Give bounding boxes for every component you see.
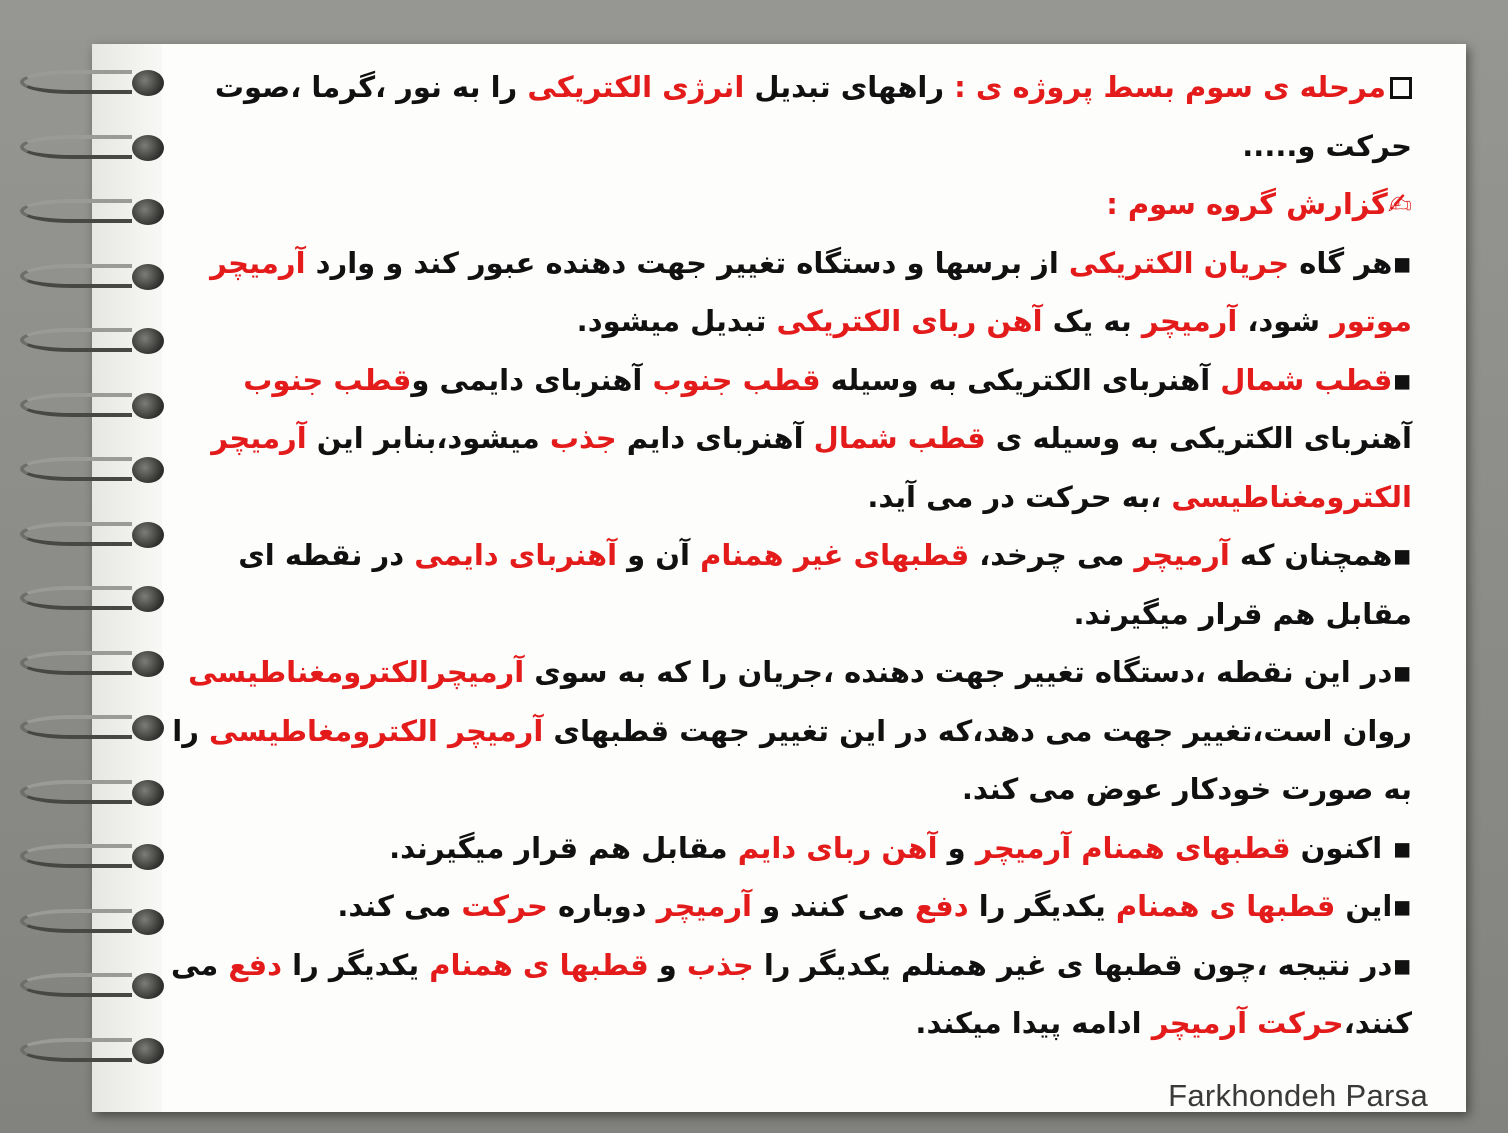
square-bullet-icon: ▪: [1392, 655, 1412, 689]
spiral-ring: [20, 520, 170, 550]
text-run: در نتیجه ،چون قطبها ی غیر همنلم یکدیگر را: [753, 947, 1393, 982]
text-run: آن و: [617, 538, 701, 572]
spiral-ring: [20, 391, 170, 421]
text-run: می چرخد،: [969, 538, 1135, 572]
text-run: و: [937, 830, 976, 865]
highlighted-term: دفع: [228, 947, 283, 982]
highlighted-term: آهنربای دایمی: [414, 538, 618, 572]
square-bullet-icon: ▪: [1392, 830, 1412, 865]
text-run: و: [648, 947, 687, 982]
highlighted-term: قطبها ی همنام: [1115, 889, 1336, 923]
spiral-ring: [20, 455, 170, 485]
spiral-ring: [20, 649, 170, 679]
highlighted-term: جذب: [686, 947, 754, 982]
spiral-wire: [20, 328, 132, 352]
highlighted-term: آرمیچر موتور: [210, 245, 1412, 338]
text-run: میشود،بنابر این: [306, 421, 550, 455]
highlighted-term: جریان الکتریکی: [1068, 245, 1290, 280]
highlighted-term: قطب جنوب: [652, 362, 821, 397]
text-run: را به نور ،گرما ،صوت حرکت و.....: [214, 70, 1412, 163]
spiral-wire: [20, 973, 132, 997]
spiral-wire: [20, 909, 132, 933]
text-run: ،به حرکت در می آید.: [867, 479, 1172, 514]
highlighted-term: آرمیچرالکترومغناطیسی: [188, 655, 525, 689]
text-run: آهنربای دایم: [616, 421, 814, 455]
spiral-wire: [20, 70, 132, 94]
highlighted-term: قطبهای غیر همنام: [700, 538, 970, 572]
highlighted-term: حرکت: [461, 889, 548, 923]
highlighted-term: انرژی الکتریکی: [527, 70, 745, 104]
spiral-wire: [20, 393, 132, 417]
text-run: می کنند،: [170, 947, 1412, 1040]
highlighted-term: آرمیچر: [656, 889, 752, 923]
text-run: می کنند و: [751, 889, 915, 923]
group-report-heading: [160, 175, 1412, 234]
spiral-wire: [20, 522, 132, 546]
text-run: مقابل هم قرار میگیرند.: [389, 830, 738, 865]
spiral-ring: [20, 133, 170, 163]
heading-paragraph: [160, 58, 1412, 175]
highlighted-term: آهن ربای الکتریکی: [776, 304, 1043, 338]
text-run: هر گاه: [1289, 245, 1393, 280]
spiral-wire: [20, 264, 132, 288]
spiral-ring: [20, 778, 170, 808]
spiral-ring: [20, 262, 170, 292]
spiral-wire: [20, 780, 132, 804]
highlighted-term: آهن ربای دایم: [737, 830, 938, 865]
text-run: شود،: [1237, 304, 1331, 338]
text-run: آهنربای دایمی و: [411, 362, 653, 397]
text-run: از برسها و دستگاه تغییر جهت دهنده عبور کند و وارد: [305, 245, 1069, 280]
spiral-wire: [20, 199, 132, 223]
spiral-ring: [20, 197, 170, 227]
highlighted-term: قطب شمال: [1220, 362, 1393, 397]
spiral-ring: [20, 326, 170, 356]
text-run: همچنان که: [1229, 538, 1393, 572]
spiral-ring: [20, 907, 170, 937]
highlighted-term: حرکت آرمیچر: [1151, 1006, 1344, 1040]
checkbox-icon: [1390, 77, 1412, 99]
bullet-paragraph: [160, 936, 1412, 1053]
slide-body-text: [160, 58, 1412, 1053]
spiral-wire: [20, 715, 132, 739]
square-bullet-icon: ▪: [1392, 947, 1412, 982]
highlighted-term: آرمیچر: [1134, 538, 1230, 572]
text-run: راههای تبدیل: [744, 70, 955, 104]
text-run: این: [1335, 889, 1393, 923]
text-run: آهنربای الکتریکی به وسیله: [820, 362, 1221, 397]
square-bullet-icon: ▪: [1392, 245, 1412, 280]
spiral-ring: [20, 584, 170, 614]
bullet-paragraph: [160, 526, 1412, 643]
highlighted-term: آرمیچر الکترومغاطیسی: [209, 713, 544, 748]
bullet-paragraph: [160, 877, 1412, 936]
author-credit: Farkhondeh Parsa: [1168, 1078, 1428, 1113]
spiral-ring: [20, 68, 170, 98]
bullet-paragraph: [160, 351, 1412, 527]
text-run: تبدیل میشود.: [576, 304, 777, 338]
text-run: یکدیگر را: [282, 947, 430, 982]
highlighted-term: قطب جنوب: [243, 362, 412, 397]
highlighted-term: قطبها ی همنام: [429, 947, 649, 982]
text-run: دوباره: [547, 889, 657, 923]
text-run: آهنربای الکتریکی به وسیله ی: [985, 421, 1412, 455]
highlighted-term: قطب شمال: [813, 421, 986, 455]
square-bullet-icon: ▪: [1392, 538, 1412, 572]
text-run: ادامه پیدا میکند.: [915, 1006, 1152, 1040]
text-run: می کند.: [337, 889, 462, 923]
spiral-ring: [20, 971, 170, 1001]
highlighted-term: قطبهای همنام آرمیچر: [975, 830, 1291, 865]
spiral-ring: [20, 842, 170, 872]
writing-hand-icon: ✍: [1387, 187, 1412, 221]
highlighted-term: آرمیچر: [1141, 304, 1238, 338]
spiral-ring: [20, 1036, 170, 1066]
text-run: را به صورت خودکار عوض می کند.: [172, 713, 1412, 806]
highlighted-term: گزارش گروه سوم :: [1106, 187, 1388, 221]
spiral-wire: [20, 651, 132, 675]
spiral-wire: [20, 586, 132, 610]
spiral-ring: [20, 713, 170, 743]
spiral-wire: [20, 457, 132, 481]
square-bullet-icon: ▪: [1392, 889, 1412, 923]
bullet-paragraph: [160, 234, 1412, 351]
highlighted-term: آرمیچر الکترومغناطیسی: [211, 421, 1412, 514]
spiral-wire: [20, 1038, 132, 1062]
highlighted-term: دفع: [914, 889, 969, 923]
bullet-paragraph: [160, 643, 1412, 819]
spiral-wire: [20, 844, 132, 868]
text-run: در نقطه ای مقابل هم قرار میگیرند.: [238, 538, 1412, 631]
text-run: یکدیگر را: [968, 889, 1116, 923]
text-run: اکنون: [1290, 830, 1393, 865]
highlighted-term: جذب: [549, 421, 617, 455]
square-bullet-icon: ▪: [1392, 362, 1412, 397]
highlighted-term: مرحله ی سوم بسط پروژه ی :: [954, 70, 1386, 104]
spiral-wire: [20, 135, 132, 159]
bullet-paragraph: [160, 819, 1412, 878]
text-run: در این نقطه ،دستگاه تغییر جهت دهنده ،جریان را که به سوی: [524, 655, 1393, 689]
text-run: به یک: [1042, 304, 1142, 338]
text-run: روان است،تغییر جهت می دهد،که در این تغییر جهت قطبهای: [543, 713, 1412, 748]
